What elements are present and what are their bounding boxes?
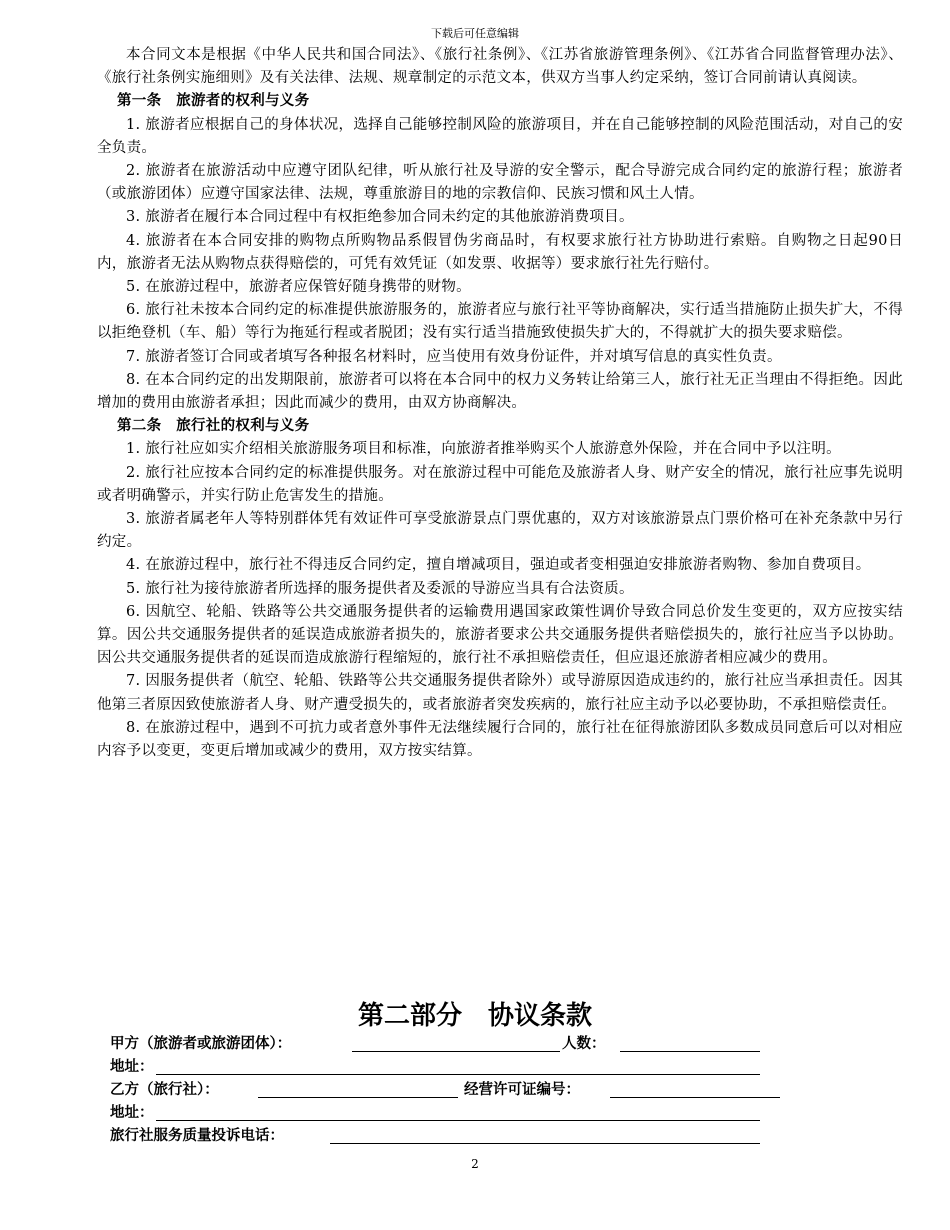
page-number: 2 xyxy=(471,1157,479,1171)
article-2-item-2: 2. 旅行社应按本合同约定的标准提供服务。对在旅游过程中可能危及旅游者人身、财产安全的情况，旅行社应事先说明或者明确警示，并实行防止危害发生的措施。 xyxy=(97,464,903,504)
article-2-item-6: 6. 因航空、轮船、铁路等公共交通服务提供者的运输费用遇国家政策性调价导致合同总价发生变更的，双方应按实结算。因公共交通服务提供者的延误造成旅游者损失的，旅游者要求公共交通服务提供者赔偿损失的，旅行社应当予以协助。因公共交通服务提供者的延误而造成旅游行程缩短的，旅行社不承担赔偿责任，但应退还旅游者相应减少的费用。 xyxy=(97,603,903,667)
license-field[interactable] xyxy=(610,1097,780,1098)
headcount-label: 人数： xyxy=(562,1036,606,1052)
article-1-item-8: 8. 在本合同约定的出发期限前，旅游者可以将在本合同中的权力义务转让给第三人，旅行社无正当理由不得拒绝。因此增加的费用由旅游者承担；因此而减少的费用，由双方协商解决。 xyxy=(97,371,903,412)
article-1-item-4: 4. 旅游者在本合同安排的购物点所购物品系假冒伪劣商品时，有权要求旅行社方协助进行索赔。自购物之日起90日内，旅游者无法从购物点获得赔偿的，可凭有效凭证（如发票、收据等）要求旅行社先行赔付。 xyxy=(97,232,903,272)
article-2-item-5: 5. 旅行社为接待旅游者所选择的服务提供者及委派的导游应当具有合法资质。 xyxy=(126,580,634,597)
article-2-title: 第二条 旅行社的权利与义务 xyxy=(117,418,310,435)
article-1-title: 第一条 旅游者的权利与义务 xyxy=(117,93,310,110)
intro-paragraph: 本合同文本是根据《中华人民共和国合同法》、《旅行社条例》、《江苏省旅游管理条例》、《江苏省合同监督管理办法》、《旅行社条例实施细则》及有关法律、法规、规章制定的示范文本，供双方当事人约定采纳，签订合同前请认真阅读。 xyxy=(97,47,903,87)
party-a-address-field[interactable] xyxy=(156,1074,760,1075)
party-b-address-field[interactable] xyxy=(156,1120,760,1121)
article-2-item-8: 8. 在旅游过程中，遇到不可抗力或者意外事件无法继续履行合同的，旅行社在征得旅游团队多数成员同意后可以对相应内容予以变更，变更后增加或减少的费用，双方按实结算。 xyxy=(97,719,903,760)
page-header: 下载后可任意编辑 xyxy=(431,27,519,40)
article-2-item-7: 7. 因服务提供者（航空、轮船、铁路等公共交通服务提供者除外）或导游原因造成违约的，旅行社应当承担责任。因其他第三者原因致使旅游者人身、财产遭受损失的，或者旅游者突发疾病的，旅行社应主动予以必要协助，不承担赔偿责任。 xyxy=(97,673,903,713)
article-1-item-1: 1. 旅游者应根据自己的身体状况，选择自己能够控制风险的旅游项目，并在自己能够控制的风险范围活动，对自己的安全负责。 xyxy=(97,116,903,156)
article-2-item-4: 4. 在旅游过程中，旅行社不得违反合同约定，擅自增减项目，强迫或者变相强迫安排旅游者购物、参加自费项目。 xyxy=(126,557,871,574)
party-b-label: 乙方（旅行社）： xyxy=(110,1082,219,1098)
license-label: 经营许可证编号： xyxy=(464,1082,580,1098)
party-b-field[interactable] xyxy=(258,1097,458,1098)
party-a-label: 甲方（旅游者或旅游团体）： xyxy=(110,1036,292,1052)
party-a-address-label: 地址： xyxy=(110,1059,154,1075)
contract-body xyxy=(97,44,903,763)
complaint-field[interactable] xyxy=(330,1143,760,1144)
party-a-field[interactable] xyxy=(352,1051,560,1052)
complaint-label: 旅行社服务质量投诉电话： xyxy=(110,1128,284,1144)
part-two-title: 第二部分 协议条款 xyxy=(357,1001,592,1031)
article-2-item-3: 3. 旅游者属老年人等特别群体凭有效证件可享受旅游景点门票优惠的，双方对该旅游景点门票价格可在补充条款中另行约定。 xyxy=(97,511,903,551)
article-1-item-3: 3. 旅游者在履行本合同过程中有权拒绝参加合同未约定的其他旅游消费项目。 xyxy=(126,209,634,226)
article-2-item-1: 1. 旅行社应如实介绍相关旅游服务项目和标准，向旅游者推举购买个人旅游意外保险，并在合同中予以注明。 xyxy=(126,441,841,458)
article-1-item-2: 2. 旅游者在旅游活动中应遵守团队纪律，听从旅行社及导游的安全警示，配合导游完成合同约定的旅游行程；旅游者（或旅游团体）应遵守国家法律、法规，尊重旅游目的地的宗教信仰、民族习惯和风土人情。 xyxy=(97,163,903,203)
article-1-item-7: 7. 旅游者签订合同或者填写各种报名材料时，应当使用有效身份证件，并对填写信息的真实性负责。 xyxy=(126,348,782,365)
party-b-address-label: 地址： xyxy=(110,1105,154,1121)
article-1-item-5: 5. 在旅游过程中，旅游者应保管好随身携带的财物。 xyxy=(126,279,471,296)
article-1-item-6: 6. 旅行社未按本合同约定的标准提供旅游服务的，旅游者应与旅行社平等协商解决，实行适当措施防止损失扩大，不得以拒绝登机（车、船）等行为拖延行程或者脱团；没有实行适当措施致使损失扩大的，不得就扩大的损失要求赔偿。 xyxy=(97,302,903,342)
headcount-field[interactable] xyxy=(620,1051,760,1052)
